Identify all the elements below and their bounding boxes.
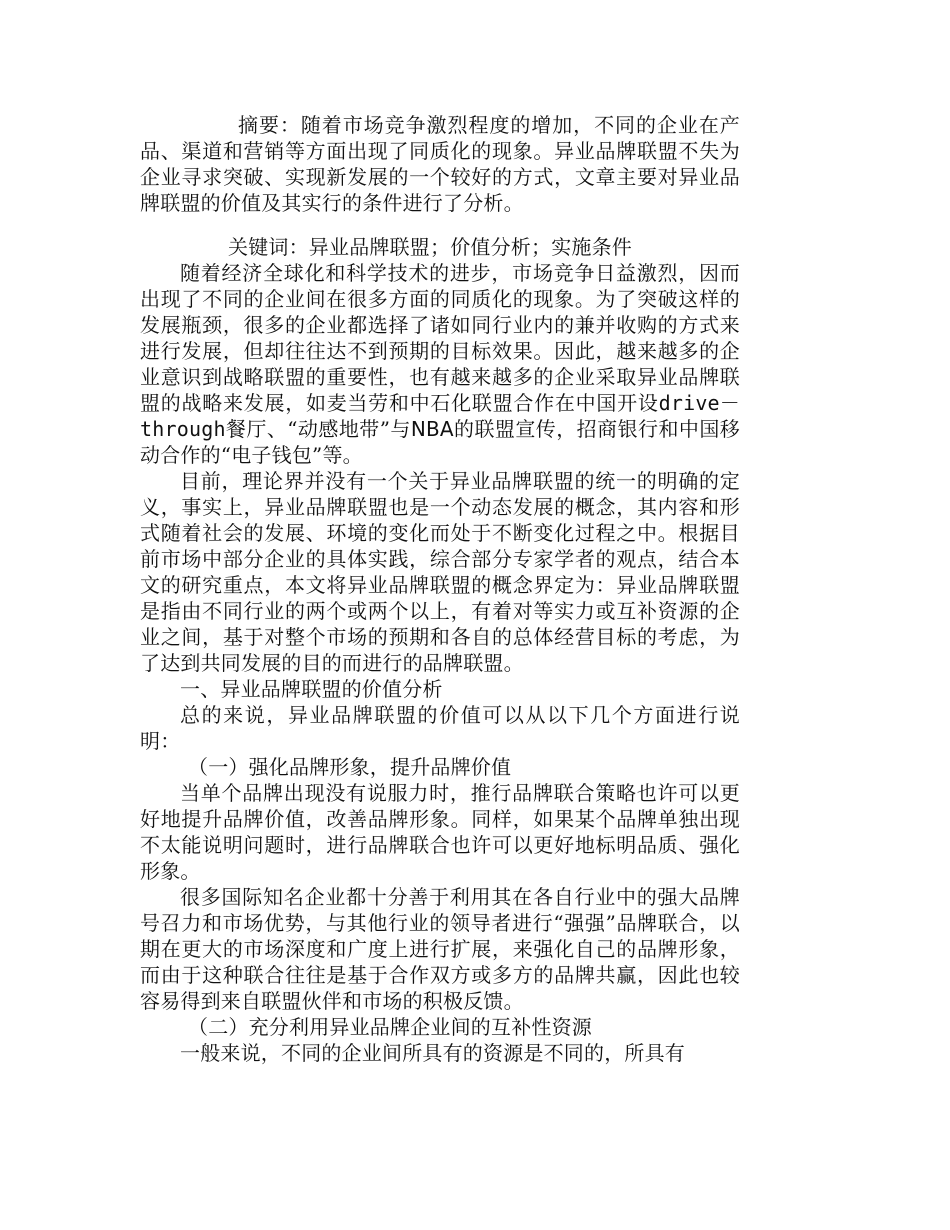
subsection1-heading: （一）强化品牌形象，提升品牌价值	[188, 755, 512, 779]
subsection2-heading: （二）充分利用异业品牌企业间的互补性资源	[188, 1015, 592, 1039]
subsection1-paragraph-1: 当单个品牌出现没有说服力时，推行品牌联合策略也许可以更好地提升品牌价值，改善品牌形象。同样，如果某个品牌单独出现不太能说明问题时，进行品牌联合也许可以更好地标明品质、强化形象。	[140, 781, 740, 883]
intro-paragraph	[140, 260, 740, 468]
section1-heading: 一、异业品牌联盟的价值分析	[180, 677, 443, 701]
intro-text-part1: 随着经济全球化和科学技术的进步，市场竞争日益激烈，因而出现了不同的企业间在很多方面的同质化的现象。为了突破这样的发展瓶颈，很多的企业都选择了诸如同行业内的兼并收购的方式来进行发展，但却往往达不到预期的目标效果。因此，越来越多的企业意识到战略联盟的重要性，也有越来越多的企业采取异业品牌联盟的战略来发展，如麦当劳和中石化联盟合作在中国开设	[140, 261, 740, 415]
subsection2-paragraph-1: 一般来说，不同的企业间所具有的资源是不同的，所具有	[180, 1041, 685, 1065]
intro-text-part3: 的联盟宣传，招商银行和中国移动合作的“电子钱包”等。	[140, 417, 740, 467]
keywords-line: 关键词：异业品牌联盟；价值分析；实施条件	[228, 235, 632, 259]
document-page	[140, 112, 740, 1066]
intro-text-drive-through: drive－through	[140, 391, 740, 441]
intro-text-part2: 餐厅、“动感地带”与	[225, 417, 411, 441]
intro-text-nba: NBA	[410, 417, 454, 441]
abstract-paragraph: 摘要：随着市场竞争激烈程度的增加，不同的企业在产品、渠道和营销等方面出现了同质化的现象。异业品牌联盟不失为企业寻求突破、实现新发展的一个较好的方式，文章主要对异业品牌联盟的价值及其实行的条件进行了分析。	[140, 113, 740, 215]
section1-intro-paragraph: 总的来说，异业品牌联盟的价值可以从以下几个方面进行说明：	[140, 703, 740, 753]
subsection1-paragraph-2: 很多国际知名企业都十分善于利用其在各自行业中的强大品牌号召力和市场优势，与其他行业的领导者进行“强强”品牌联合，以期在更大的市场深度和广度上进行扩展，来强化自己的品牌形象，而由于这种联合往往是基于合作双方或多方的品牌共赢，因此也较容易得到来自联盟伙伴和市场的积极反馈。	[140, 885, 740, 1013]
definition-paragraph: 目前，理论界并没有一个关于异业品牌联盟的统一的明确的定义，事实上，异业品牌联盟也是一个动态发展的概念，其内容和形式随着社会的发展、环境的变化而处于不断变化过程之中。根据目前市场中部分企业的具体实践，综合部分专家学者的观点，结合本文的研究重点，本文将异业品牌联盟的概念界定为：异业品牌联盟是指由不同行业的两个或两个以上，有着对等实力或互补资源的企业之间，基于对整个市场的预期和各自的总体经营目标的考虑，为了达到共同发展的目的而进行的品牌联盟。	[140, 469, 740, 675]
